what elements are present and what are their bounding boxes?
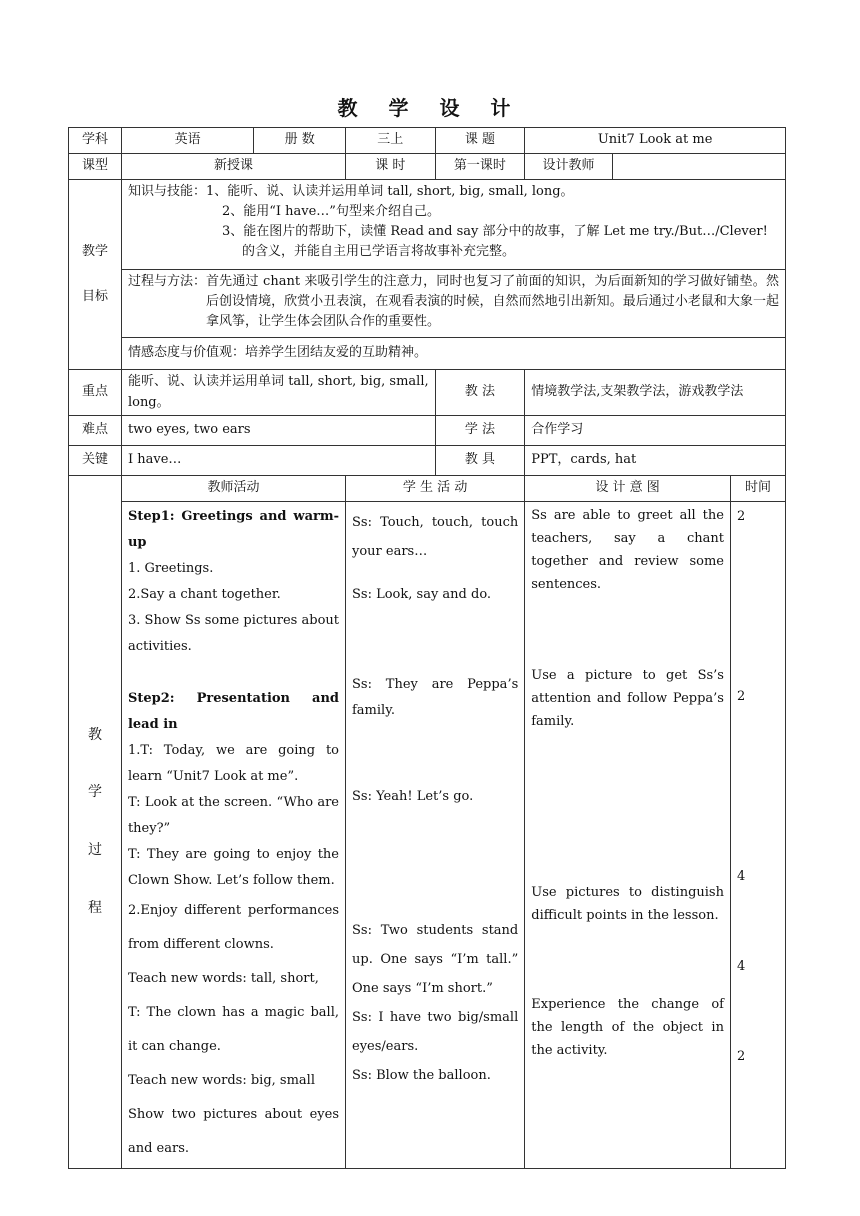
time-column: 2 2 4 4 2 — [730, 502, 785, 1169]
type-label: 课型 — [69, 154, 122, 180]
knowledge-item-2: 2、能用“I have…”句型来介绍自己。 — [221, 204, 440, 220]
col-time-header: 时间 — [730, 476, 785, 502]
method-value: 情境教学法,支架教学法，游戏教学法 — [525, 370, 786, 416]
knowledge-item-3a: 3、能在图片的帮助下，读懂 Read and say 部分中的故事，了解 Let me try./But…/Clever! — [221, 224, 768, 240]
difficulty-value: two eyes, two ears — [121, 416, 435, 446]
design-intent: Ss are able to greet all the teachers, say a chant together and review some sentences. Use a picture to get Ss’s attention and follow Peppa’s family. Use pictures to distinguish difficult points in the lesson. Experience the change of the length of the object in the activity. — [525, 502, 731, 1169]
process-label: 教 学 过 程 — [69, 476, 122, 1169]
topic-label: 课 题 — [435, 128, 525, 154]
col-intent-header: 设 计 意 图 — [525, 476, 731, 502]
focus-label: 重点 — [69, 370, 122, 416]
process-methods — [121, 270, 785, 338]
objectives-label: 教学 目标 — [69, 180, 122, 370]
volume-value: 三上 — [346, 128, 436, 154]
subject-label: 学科 — [69, 128, 122, 154]
col-teacher-header: 教师活动 — [121, 476, 345, 502]
type-value: 新授课 — [121, 154, 345, 180]
teacher-activities: Step1: Greetings and warm-up 1. Greetings. 2.Say a chant together. 3. Show Ss some pictures about activities. Step2: Presentation and lead in 1.T: Today, we are going to learn “Unit7 Look at me”. T: Look at the screen. “Who are they?” T: They are going to enjoy the Clown Show. Let’s follow them. 2.Enjoy different performances from different clowns. Teach new words: tall, short, T: The clown has a magic ball, it can change. Teach new words: big, small Show two pictures about eyes and ears. — [121, 502, 345, 1169]
learning-value: 合作学习 — [525, 416, 786, 446]
period-label: 课 时 — [346, 154, 436, 180]
page-title: 教 学 设 计 — [337, 96, 523, 120]
knowledge-item-1: 知识与技能：1、能听、说、认读并运用单词 tall, short, big, small, long。 — [127, 184, 574, 199]
tools-value: PPT，cards, hat — [525, 446, 786, 476]
student-activities: Ss: Touch, touch, touch your ears… Ss: Look, say and do. Ss: They are Peppa’s family. Ss: Yeah! Let’s go. Ss: Two students stand up. One says “I’m tall.” One says “I’m short.” Ss: I have two big/small eyes/ears. Ss: Blow the balloon. — [346, 502, 525, 1169]
knowledge-skills — [121, 180, 785, 270]
key-label: 关键 — [69, 446, 122, 476]
period-value: 第一课时 — [435, 154, 525, 180]
process-methods-text: 首先通过 chant 来吸引学生的注意力，同时也复习了前面的知识，为后面新知的学习做好铺垫。然后创设情境，欣赏小丑表演，在观看表演的时候，自然而然地引出新知。最后通过小老鼠和大象一起拿风筝，让学生体会团队合作的重要性。 — [205, 274, 779, 330]
focus-value: 能听、说、认读并运用单词 tall, short, big, small, long。 — [121, 370, 435, 416]
knowledge-item-3b: 的含义，并能自主用已学语言将故事补充完整。 — [241, 244, 515, 260]
learning-label: 学 法 — [435, 416, 525, 446]
volume-label: 册 数 — [254, 128, 346, 154]
method-label: 教 法 — [435, 370, 525, 416]
tools-label: 教 具 — [435, 446, 525, 476]
process-methods-lead: 过程与方法： — [127, 274, 206, 289]
lesson-plan-table — [68, 127, 786, 1169]
designer-label: 设计教师 — [525, 154, 613, 180]
subject-value: 英语 — [121, 128, 253, 154]
topic-value: Unit7 Look at me — [525, 128, 786, 154]
key-value: I have… — [121, 446, 435, 476]
col-student-header: 学 生 活 动 — [346, 476, 525, 502]
designer-value — [612, 154, 785, 180]
emotion-values: 情感态度与价值观：培养学生团结友爱的互助精神。 — [121, 338, 785, 370]
difficulty-label: 难点 — [69, 416, 122, 446]
